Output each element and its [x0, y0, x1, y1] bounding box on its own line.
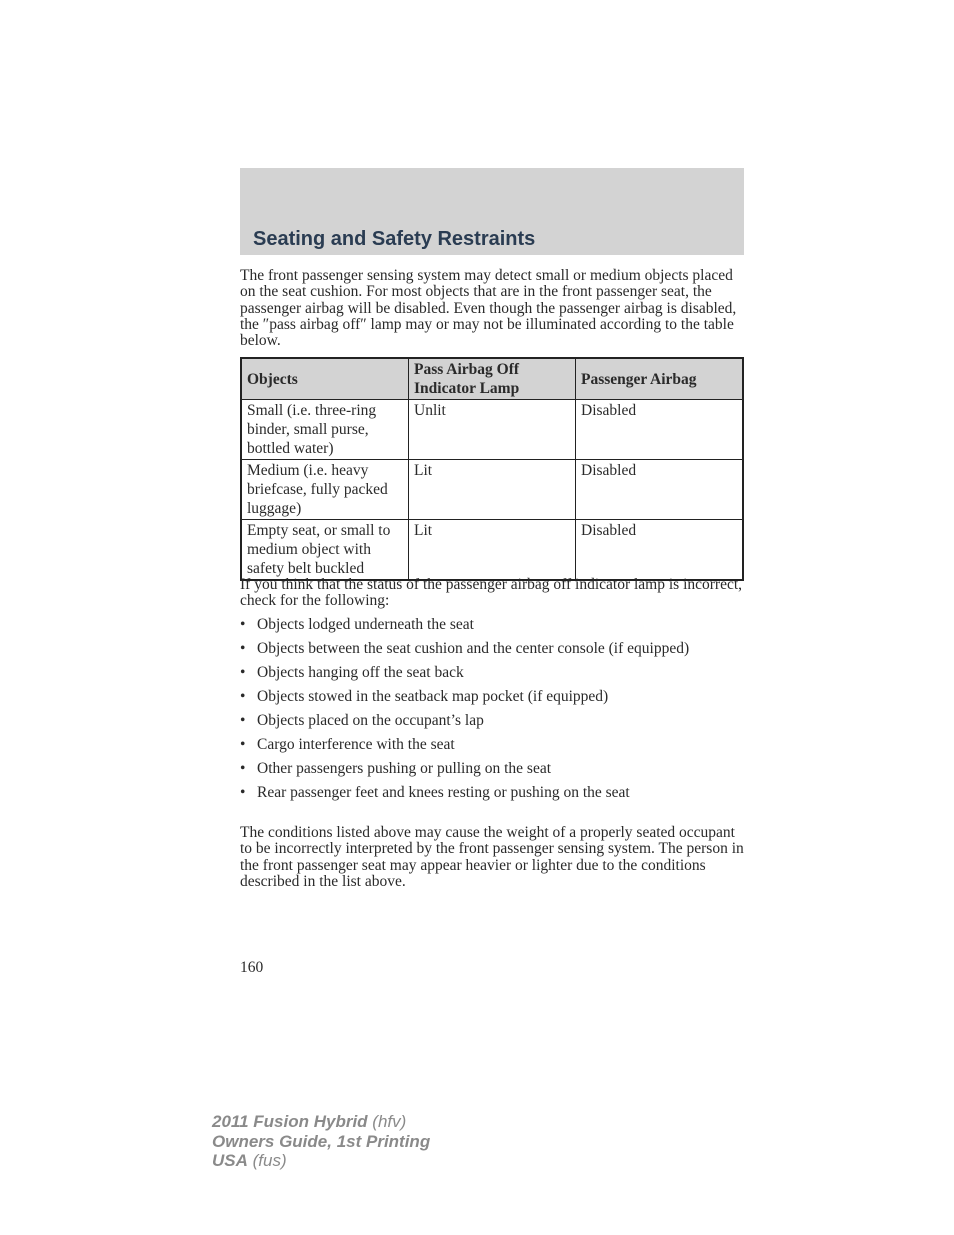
column-header-passenger-airbag: Passenger Airbag — [576, 358, 744, 400]
table-row — [241, 400, 743, 460]
table-row — [241, 460, 743, 520]
bullet-icon: • — [240, 687, 246, 705]
bullet-icon: • — [240, 759, 246, 777]
footer-model-code: (hfv) — [372, 1112, 407, 1131]
section-header-band — [240, 168, 744, 255]
list-item — [240, 641, 746, 657]
footer-line-market — [212, 1151, 430, 1171]
table-cell-airbag: Disabled — [576, 460, 744, 520]
bullet-icon: • — [240, 783, 246, 801]
list-item-text: Objects stowed in the seatback map pocket (if equipped) — [257, 687, 609, 705]
footer-guide: Owners Guide, 1st Printing — [212, 1131, 431, 1151]
table-cell-airbag: Disabled — [576, 400, 744, 460]
table-cell-object: Small (i.e. three-ring binder, small purse, bottled water) — [241, 400, 409, 460]
table-cell-object: Medium (i.e. heavy briefcase, fully packed luggage) — [241, 460, 409, 520]
list-item-text: Objects lodged underneath the seat — [257, 616, 474, 633]
table-cell-lamp: Lit — [409, 460, 576, 520]
list-item-text: Other passengers pushing or pulling on the seat — [257, 759, 552, 777]
list-item — [240, 785, 746, 801]
column-header-objects: Objects — [241, 358, 409, 400]
list-item-text: Rear passenger feet and knees resting or pushing on the seat — [257, 783, 630, 801]
footer-line-guide — [212, 1132, 430, 1152]
intro-paragraph: The front passenger sensing system may detect small or medium objects placed on the seat cushion. For most objects that are in the front passenger seat, the passenger airbag will be disabled. Even though the passenger airbag is disabled, the ″pass airbag off″ lamp may or may not be illuminated according to the table below. — [240, 267, 737, 350]
list-item-text: Objects between the seat cushion and the center console (if equipped) — [257, 639, 690, 657]
check-intro-paragraph: If you think that the status of the passenger airbag off indicator lamp is incorrect, check for the following: — [240, 576, 743, 610]
list-item — [240, 713, 746, 729]
footer-market: USA — [212, 1151, 248, 1170]
footer-model: 2011 Fusion Hybrid — [212, 1112, 368, 1131]
checklist — [240, 617, 746, 809]
list-item — [240, 737, 746, 753]
section-title: Seating and Safety Restraints — [253, 228, 536, 250]
list-item — [240, 761, 746, 777]
list-item — [240, 665, 746, 681]
table-cell-object: Empty seat, or small to medium object with safety belt buckled — [241, 520, 409, 581]
footer-line-model — [212, 1112, 430, 1132]
footer-market-code: (fus) — [252, 1151, 287, 1170]
conclusion-paragraph: The conditions listed above may cause the weight of a properly seated occupant to be incorrectly interpreted by the front passenger sensing system. The person in the front passenger seat may appear heavier or lighter due to the conditions described in the list above. — [240, 824, 744, 890]
table-row — [241, 520, 743, 581]
table-header-row — [241, 358, 743, 400]
bullet-icon: • — [240, 616, 246, 633]
list-item-text: Objects placed on the occupant’s lap — [257, 711, 484, 729]
list-item-text: Cargo interference with the seat — [257, 735, 455, 753]
bullet-icon: • — [240, 735, 246, 753]
table-cell-lamp: Lit — [409, 520, 576, 581]
list-item-text: Objects hanging off the seat back — [257, 663, 464, 681]
bullet-icon: • — [240, 711, 246, 729]
table-cell-lamp: Unlit — [409, 400, 576, 460]
list-item — [240, 617, 746, 633]
list-item — [240, 689, 746, 705]
page-number: 160 — [240, 959, 264, 976]
airbag-status-table — [240, 357, 744, 581]
document-footer — [212, 1112, 430, 1171]
column-header-indicator-lamp: Pass Airbag Off Indicator Lamp — [409, 358, 576, 400]
bullet-icon: • — [240, 639, 246, 657]
table-cell-airbag: Disabled — [576, 520, 744, 581]
bullet-icon: • — [240, 663, 246, 681]
